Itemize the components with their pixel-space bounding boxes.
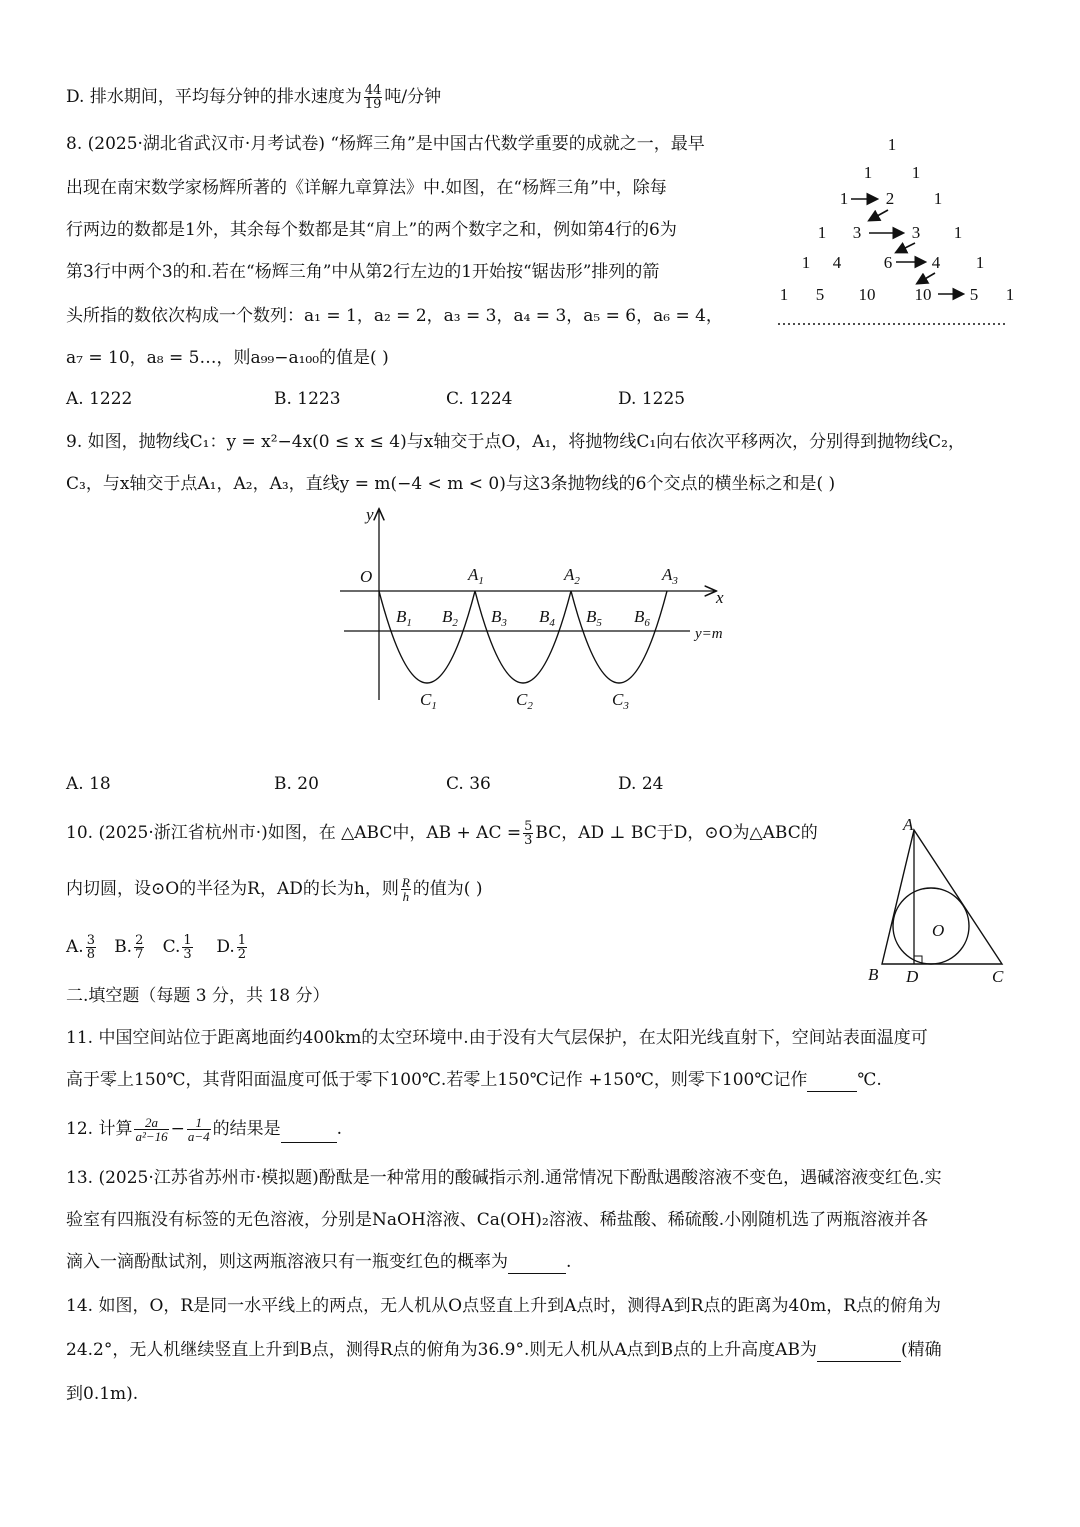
label-c2: $C_2$: [516, 690, 533, 712]
q12-fraction-1: $\frac{2a}{\text{a²−16}}$: [135, 1115, 168, 1144]
x-axis-label: x: [716, 588, 724, 607]
q10-fraction-5-3: $\frac{5}{3}$: [524, 819, 533, 848]
section-2-heading: 二.填空题（每题 3 分，共 18 分）: [66, 986, 330, 1006]
q9-line-2: C₃，与x轴交于点A₁，A₂，A₃，直线y = m(−4 < m < 0)与这3条抛物线的6个交点的横坐标之和是( ): [66, 474, 836, 494]
q14-line-3: 到0.1m).: [66, 1384, 139, 1404]
q9-option-a: A. 18: [66, 774, 111, 794]
tri-r6-5: 1: [1005, 285, 1015, 304]
q8-option-d: D. 1225: [618, 389, 686, 409]
tri-r3-2: 1: [933, 189, 943, 208]
q8-line-5: 头所指的数依次构成一个数列：a₁ = 1，a₂ = 2，a₃ = 3，a₄ = 3，a₅ = 6，a₆ = 4，: [66, 306, 723, 326]
q11-line-2: 高于零上150℃，其背阳面温度可低于零下100℃.若零上150℃记作 +150℃，则零下100℃记作 ℃.: [66, 1070, 882, 1090]
tri-r2-0: 1: [863, 163, 873, 182]
q13-line-1: 13. (2025·江苏省苏州市·模拟题)酚酞是一种常用的酸碱指示剂.通常情况下酚酞遇酸溶液不变色，遇碱溶液变红色.实: [66, 1168, 942, 1188]
tri-r5-2: 6: [883, 253, 893, 272]
y-eq-m-label: y=m: [695, 626, 723, 642]
tri-r5-0: 1: [801, 253, 811, 272]
tri-r6-2: 10: [858, 285, 876, 304]
tri-r3-0: 1: [839, 189, 849, 208]
q12-answer-blank[interactable]: [281, 1124, 337, 1143]
q14-answer-blank[interactable]: [817, 1343, 901, 1362]
q11-line-1: 11. 中国空间站位于距离地面约400km的太空环境中.由于没有大气层保护，在太阳光线直射下，空间站表面温度可: [66, 1028, 928, 1048]
tri-r5-4: 1: [975, 253, 985, 272]
q12-line: 12. 计算 $\frac{2a}{\text{a²−16}}$ − $\frac{1}{a-4}$ 的结果是 .: [66, 1115, 343, 1144]
q10-fraction-r-h: $\frac{R}{h}$: [401, 875, 410, 904]
parabola-c2: [475, 591, 571, 683]
label-b1: $B_1$: [396, 607, 412, 629]
q10-option-a: A. $\frac{3}{8}$: [66, 933, 95, 962]
tri-r6-1: 5: [815, 285, 825, 304]
label-b6: $B_6$: [634, 607, 650, 629]
q10-option-c: C. $\frac{1}{3}$: [162, 933, 192, 962]
q7d-fraction: $\frac{44}{19}$: [364, 83, 382, 112]
q9-option-b: B. 20: [274, 774, 319, 794]
label-a1: $A_1$: [468, 565, 484, 587]
parabola-c3: [571, 591, 667, 683]
q10-options: [66, 934, 249, 961]
q11-answer-blank[interactable]: [807, 1073, 857, 1092]
center-o-label: O: [932, 921, 945, 940]
y-axis-label: y: [366, 505, 374, 524]
triangle-abc: [882, 830, 1002, 964]
vertex-b-label: B: [868, 965, 879, 984]
q8-line-3: 行两边的数都是1外，其余每个数都是其“肩上”的两个数字之和，例如第4行的6为: [66, 220, 677, 240]
tri-r5-1: 4: [832, 253, 842, 272]
q9-option-c: C. 36: [446, 774, 491, 794]
tri-r3-1: 2: [885, 189, 895, 208]
parabola-figure: [340, 500, 760, 725]
vertex-a-label: A: [903, 815, 914, 834]
tri-r6-4: 5: [969, 285, 979, 304]
point-d-label: D: [906, 967, 919, 986]
q8-option-a: A. 1222: [66, 389, 133, 409]
q10-line-1: 10. (2025·浙江省杭州市·)如图，在 △ABC中，AB + AC = $\frac{5}{3}$ BC，AD ⊥ BC于D，⊙O为△ABC的: [66, 819, 818, 848]
q8-line-4: 第3行中两个3的和.若在“杨辉三角”中从第2行左边的1开始按“锯齿形”排列的箭: [66, 262, 660, 282]
tri-r2-1: 1: [911, 163, 921, 182]
label-c3: $C_3$: [612, 690, 629, 712]
label-a3: $A_3$: [662, 565, 678, 587]
tri-r4-3: 1: [953, 223, 963, 242]
incircle-o: [893, 888, 969, 964]
label-b2: $B_2$: [442, 607, 458, 629]
zigzag-arrows: [851, 199, 962, 294]
q9-option-d: D. 24: [618, 774, 664, 794]
q7-option-d: D. 排水期间，平均每分钟的排水速度为 $\frac{44}{19}$ 吨/分钟: [66, 83, 442, 112]
label-a2: $A_2$: [564, 565, 580, 587]
vertex-c-label: C: [992, 967, 1004, 986]
q13-line-2: 验室有四瓶没有标签的无色溶液，分别是NaOH溶液、Ca(OH)₂溶液、稀盐酸、稀硫酸.小刚随机选了两瓶溶液并各: [66, 1210, 929, 1230]
tri-r4-1: 3: [852, 223, 862, 242]
tri-r6-0: 1: [779, 285, 789, 304]
q13-answer-blank[interactable]: [508, 1255, 566, 1274]
q10-option-d: D. $\frac{1}{2}$: [216, 933, 247, 962]
q14-line-2: 24.2°，无人机继续竖直上升到B点，测得R点的俯角为36.9°.则无人机从A点到B点的上升高度AB为 (精确: [66, 1340, 942, 1360]
q14-line-1: 14. 如图，O，R是同一水平线上的两点，无人机从O点竖直上升到A点时，测得A到R点的距离为40m，R点的俯角为: [66, 1296, 942, 1316]
q8-line-2: 出现在南宋数学家杨辉所著的《详解九章算法》中.如图，在“杨辉三角”中，除每: [66, 178, 667, 198]
q12-fraction-2: $\frac{1}{a-4}$: [187, 1115, 210, 1144]
q13-line-3: 滴入一滴酚酞试剂，则这两瓶溶液只有一瓶变红色的概率为 .: [66, 1252, 572, 1272]
tri-r6-3: 10: [914, 285, 932, 304]
tri-r5-3: 4: [931, 253, 941, 272]
q8-option-b: B. 1223: [274, 389, 341, 409]
tri-r4-0: 1: [817, 223, 827, 242]
parabola-c1: [379, 591, 475, 683]
origin-label: O: [360, 567, 373, 586]
label-c1: $C_1$: [420, 690, 437, 712]
tri-r4-2: 3: [911, 223, 921, 242]
q10-option-b: B. $\frac{2}{7}$: [114, 933, 144, 962]
label-b4: $B_4$: [539, 607, 555, 629]
q9-line-1: 9. 如图，抛物线C₁：y = x²−4x(0 ≤ x ≤ 4)与x轴交于点O，A₁，将抛物线C₁向右依次平移两次，分别得到抛物线C₂，: [66, 432, 965, 452]
tri-r1-0: 1: [887, 135, 897, 154]
incircle-triangle-figure: [862, 812, 1022, 990]
q8-option-c: C. 1224: [446, 389, 513, 409]
label-b5: $B_5$: [586, 607, 602, 629]
q10-line-2: 内切圆，设⊙O的半径为R，AD的长为h，则 $\frac{R}{h}$ 的值为( ): [66, 875, 483, 904]
yanghui-triangle-figure: [770, 128, 1030, 338]
q8-line-1: 8. (2025·湖北省武汉市·月考试卷) “杨辉三角”是中国古代数学重要的成就之一，最早: [66, 134, 705, 154]
label-b3: $B_3$: [491, 607, 507, 629]
q8-line-6: a₇ = 10，a₈ = 5…，则a₉₉−a₁₀₀的值是( ): [66, 348, 389, 368]
